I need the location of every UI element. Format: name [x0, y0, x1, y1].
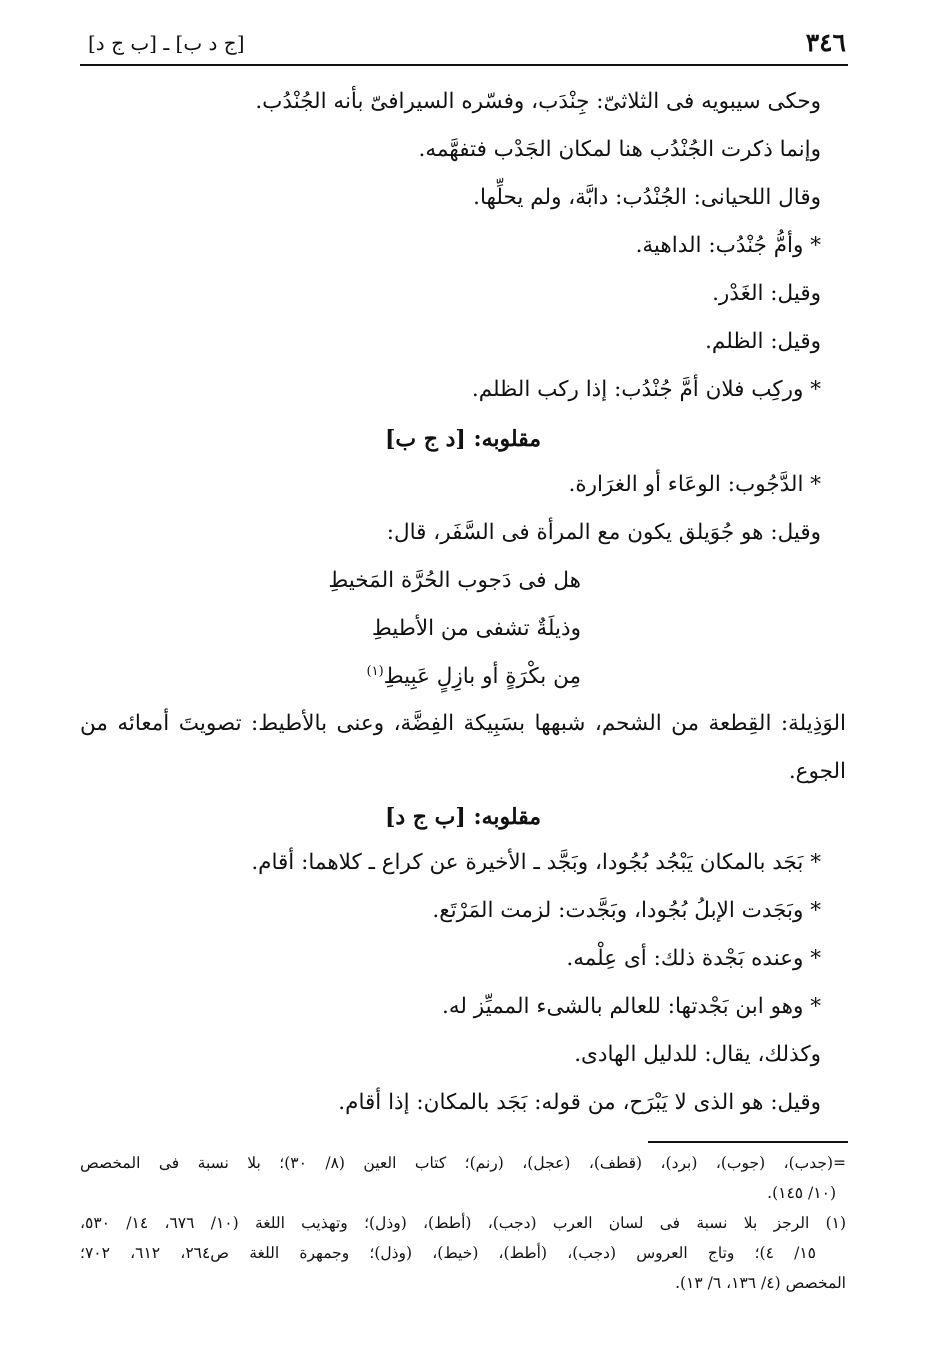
- page-number: ٣٤٦: [805, 28, 846, 57]
- body-line: * بَجَد بالمكان يَبْجُد بُجُودا، وبَجَّد ـ الأخيرة عن كراع ـ كلاهما: أقام.: [251, 850, 821, 875]
- body-line: * وهو ابن بَجْدتها: للعالم بالشىء المميِّز له.: [442, 994, 821, 1019]
- footnote-line: (١) الرجز بلا نسبة فى لسان العرب (دجب)، (أطط)، (وذل)؛ وتهذيب اللغة (١٠/ ٦٧٦، ١٤/ ٥٣٠،: [80, 1214, 847, 1232]
- verse-line: [367, 661, 581, 693]
- body-line: وكذلك، يقال: للدليل الهادى.: [574, 1042, 821, 1067]
- body-line: وقيل: الظلم.: [705, 329, 821, 354]
- body-line: وحكى سيبويه فى الثلاثىّ: جِنْدَب، وفسّره السيرافىّ بأنه الجُنْدُب.: [255, 89, 821, 114]
- body-line: * وبَجَدت الإبلُ بُجُودا، وبَجَّدت: لزمت المَرْتَع.: [432, 898, 821, 923]
- running-title: [ج د ب] ـ [ب ج د]: [88, 31, 245, 55]
- footnote-marker: (١): [366, 663, 384, 679]
- body-line: وقيل: الغَدْر.: [712, 281, 821, 306]
- section-heading: مقلوبه: [د ج ب]: [384, 426, 542, 452]
- body-line: وقيل: هو جُوَيلق يكون مع المرأة فى السَّفَر، قال:: [386, 520, 821, 545]
- footnote-line: (١٠/ ١٤٥).: [767, 1184, 836, 1202]
- body-line: وإنما ذكرت الجُنْدُب هنا لمكان الجَدْب فتفهَّمه.: [418, 137, 821, 162]
- gloss-line: الجوع.: [788, 759, 846, 784]
- body-line: وقال اللحيانى: الجُنْدُب: دابَّة، ولم يحلِّها.: [473, 185, 821, 210]
- body-line: وقيل: هو الذى لا يَبْرَح، من قوله: بَجَد بالمكان: إذا أقام.: [338, 1090, 821, 1115]
- footnote-line: ١٥/ ٤)؛ وتاج العروس (دجب)، (أطط)، (خيط)، (وذل)؛ وجمهرة اللغة ص٢٦٤، ٦١٢، ٧٠٢؛: [80, 1244, 816, 1262]
- section-heading: مقلوبه: [ب ج د]: [384, 804, 542, 830]
- verse-line: وذيلَةٌ تشفى من الأطيطِ: [371, 616, 581, 641]
- footnote-line: المخصص (٤/ ١٣٦، ٦/ ١٣).: [675, 1274, 846, 1292]
- verse-line-text: مِن بكْرَةٍ أو بازِلٍ عَبِيطِ: [383, 664, 581, 689]
- gloss-line: الوَذِيلة: القِطعة من الشحم، شبهها بسَبِيكة الفِضَّة، وعنى بالأطيط: تصويتَ أمعائه من: [80, 711, 846, 736]
- body-line: * وأمُّ جُنْدُب: الداهية.: [635, 233, 821, 258]
- header-rule: [80, 64, 848, 66]
- body-line: * الدَّجُوب: الوعَاء أو الغرَارة.: [568, 472, 821, 497]
- verse-line: هل فى دَجوب الحُرَّة المَخيطِ: [328, 568, 581, 593]
- body-line: * وركِب فلان أمَّ جُنْدُب: إذا ركب الظلم.: [471, 377, 821, 402]
- footnote-rule: [648, 1141, 848, 1143]
- body-line: * وعنده بَجْدة ذلك: أى عِلْمه.: [566, 946, 821, 971]
- footnote-line: =(جدب)، (جوب)، (برد)، (قطف)، (عجل)، (رنم)؛ كتاب العين (٨/ ٣٠)؛ بلا نسبة فى المخصص: [80, 1154, 846, 1172]
